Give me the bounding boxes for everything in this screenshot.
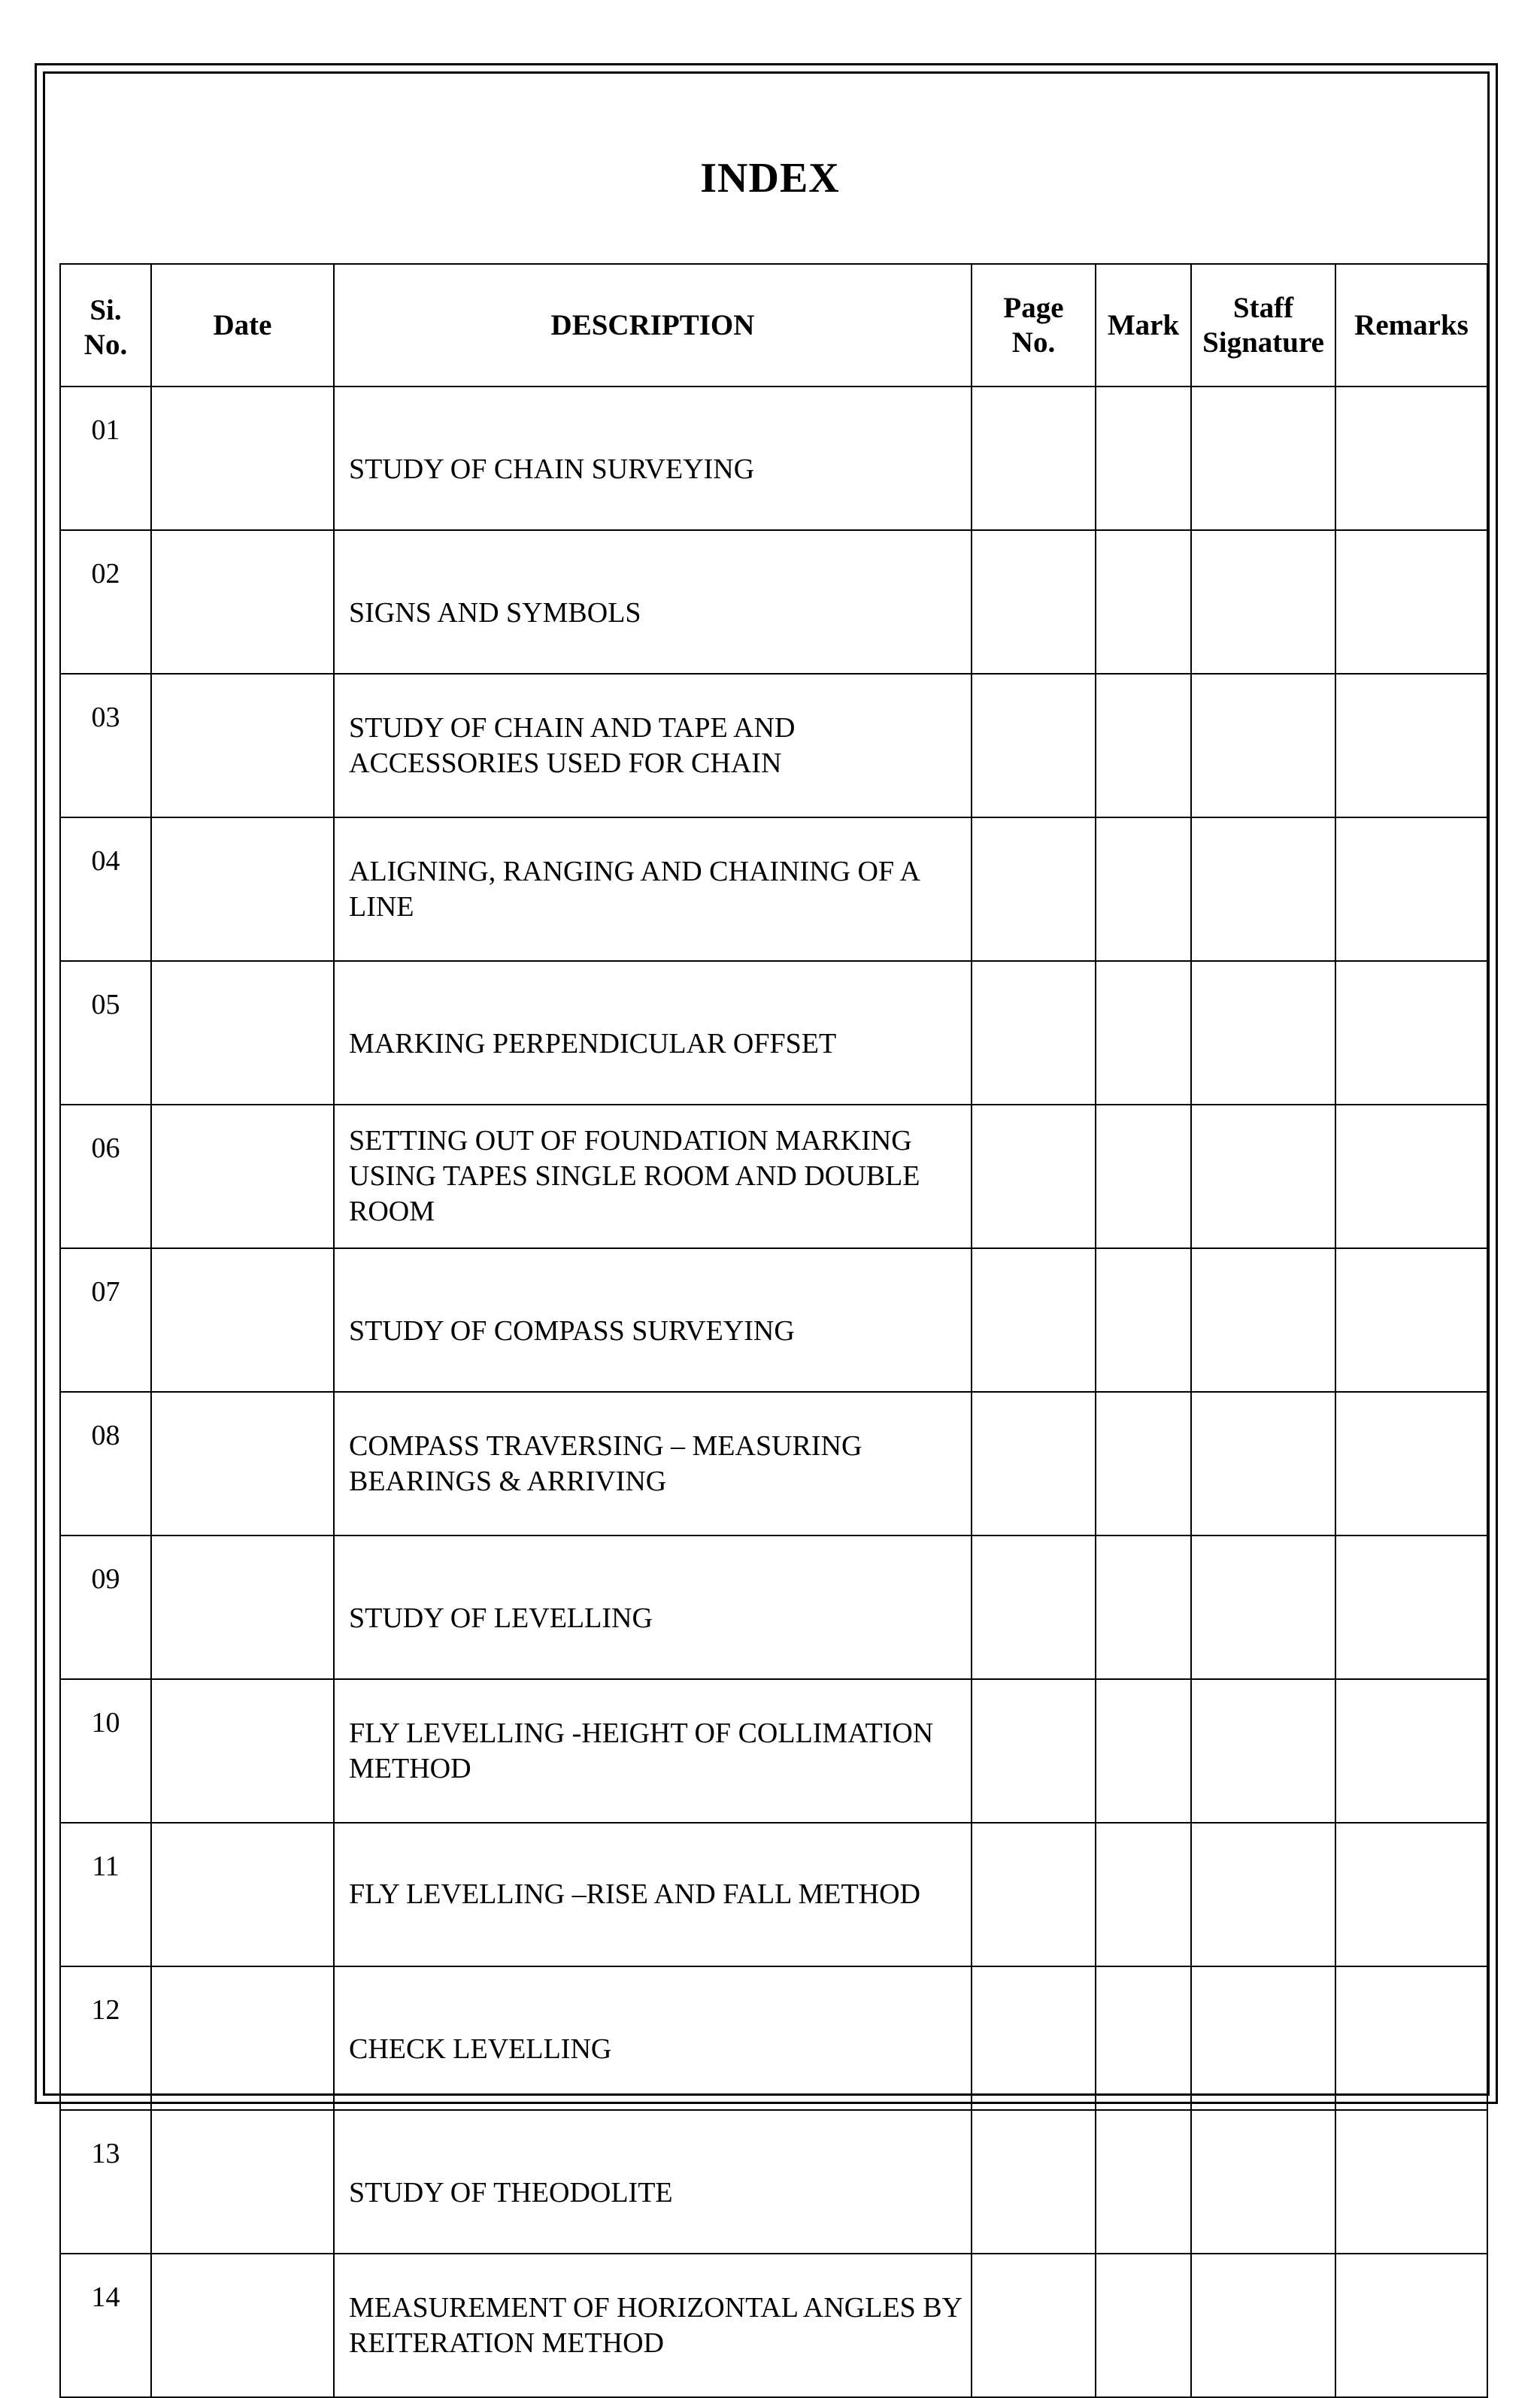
cell-mark: [1096, 1536, 1191, 1679]
cell-date: [151, 961, 334, 1105]
cell-sino: 03: [60, 674, 151, 817]
cell-remarks: [1335, 817, 1487, 961]
cell-sino: 04: [60, 817, 151, 961]
cell-remarks: [1335, 1679, 1487, 1823]
cell-remarks: [1335, 674, 1487, 817]
cell-mark: [1096, 1966, 1191, 2110]
table-row: [60, 1679, 1487, 1823]
table-row: [60, 961, 1487, 1105]
cell-page-no: [972, 1105, 1096, 1248]
description-text: STUDY OF CHAIN AND TAPE AND ACCESSORIES USED FOR CHAIN: [349, 711, 796, 779]
cell-mark: [1096, 2254, 1191, 2397]
cell-description: [334, 1536, 972, 1679]
cell-description: [334, 817, 972, 961]
cell-mark: [1096, 387, 1191, 530]
cell-sino: 07: [60, 1248, 151, 1392]
cell-sino: 05: [60, 961, 151, 1105]
description-text: STUDY OF THEODOLITE: [349, 2177, 673, 2209]
description-text: STUDY OF LEVELLING: [349, 1602, 653, 1634]
cell-remarks: [1335, 2110, 1487, 2254]
header-remarks: Remarks: [1335, 264, 1487, 387]
cell-sino: 06: [60, 1105, 151, 1248]
cell-page-no: [972, 2110, 1096, 2254]
cell-staff-signature: [1191, 1248, 1335, 1392]
table-row: [60, 387, 1487, 530]
cell-staff-signature: [1191, 1536, 1335, 1679]
table-row: [60, 530, 1487, 674]
cell-date: [151, 1392, 334, 1536]
cell-remarks: [1335, 1105, 1487, 1248]
cell-sino: 01: [60, 387, 151, 530]
cell-mark: [1096, 2110, 1191, 2254]
cell-staff-signature: [1191, 387, 1335, 530]
cell-description: [334, 2254, 972, 2397]
cell-page-no: [972, 817, 1096, 961]
cell-mark: [1096, 1392, 1191, 1536]
cell-date: [151, 2254, 334, 2397]
cell-description: [334, 1679, 972, 1823]
cell-remarks: [1335, 961, 1487, 1105]
cell-date: [151, 1823, 334, 1966]
cell-sino: 02: [60, 530, 151, 674]
cell-remarks: [1335, 1248, 1487, 1392]
cell-staff-signature: [1191, 674, 1335, 817]
cell-description: [334, 1966, 972, 2110]
table-header-row: [60, 264, 1487, 387]
header-mark: Mark: [1096, 264, 1191, 387]
cell-description: [334, 530, 972, 674]
cell-date: [151, 1536, 334, 1679]
description-text: SETTING OUT OF FOUNDATION MARKING USING TAPES SINGLE ROOM AND DOUBLE ROOM: [349, 1125, 920, 1227]
cell-remarks: [1335, 1823, 1487, 1966]
cell-description: [334, 1105, 972, 1248]
cell-remarks: [1335, 530, 1487, 674]
cell-page-no: [972, 1966, 1096, 2110]
table-row: [60, 2110, 1487, 2254]
cell-staff-signature: [1191, 1105, 1335, 1248]
cell-page-no: [972, 2254, 1096, 2397]
cell-date: [151, 1105, 334, 1248]
cell-mark: [1096, 674, 1191, 817]
description-text: SIGNS AND SYMBOLS: [349, 597, 641, 629]
cell-date: [151, 530, 334, 674]
cell-sino: 11: [60, 1823, 151, 1966]
cell-remarks: [1335, 1536, 1487, 1679]
description-text: FLY LEVELLING –RISE AND FALL METHOD: [349, 1878, 920, 1910]
cell-page-no: [972, 1536, 1096, 1679]
header-description: DESCRIPTION: [334, 264, 972, 387]
table-row: [60, 1105, 1487, 1248]
cell-page-no: [972, 387, 1096, 530]
table-row: [60, 1536, 1487, 1679]
cell-staff-signature: [1191, 1392, 1335, 1536]
cell-mark: [1096, 1679, 1191, 1823]
cell-description: [334, 1823, 972, 1966]
description-text: MEASUREMENT OF HORIZONTAL ANGLES BY REITERATION METHOD: [349, 2291, 962, 2359]
table-row: [60, 1966, 1487, 2110]
header-sino: Si. No.: [60, 264, 151, 387]
cell-page-no: [972, 1679, 1096, 1823]
index-table: [59, 263, 1488, 2398]
cell-sino: 12: [60, 1966, 151, 2110]
cell-description: [334, 2110, 972, 2254]
cell-page-no: [972, 961, 1096, 1105]
cell-description: [334, 1248, 972, 1392]
cell-staff-signature: [1191, 1823, 1335, 1966]
table-row: [60, 1823, 1487, 1966]
cell-date: [151, 1966, 334, 2110]
cell-staff-signature: [1191, 2110, 1335, 2254]
cell-mark: [1096, 961, 1191, 1105]
cell-page-no: [972, 674, 1096, 817]
table-row: [60, 674, 1487, 817]
description-text: ALIGNING, RANGING AND CHAINING OF A LINE: [349, 855, 919, 923]
cell-staff-signature: [1191, 530, 1335, 674]
cell-page-no: [972, 1248, 1096, 1392]
description-text: STUDY OF COMPASS SURVEYING: [349, 1315, 795, 1347]
cell-mark: [1096, 1248, 1191, 1392]
cell-description: [334, 961, 972, 1105]
cell-page-no: [972, 1392, 1096, 1536]
cell-staff-signature: [1191, 817, 1335, 961]
cell-mark: [1096, 1105, 1191, 1248]
table-row: [60, 1248, 1487, 1392]
cell-remarks: [1335, 2254, 1487, 2397]
cell-staff-signature: [1191, 1679, 1335, 1823]
cell-sino: 10: [60, 1679, 151, 1823]
cell-date: [151, 387, 334, 530]
header-page-no: Page No.: [972, 264, 1096, 387]
cell-date: [151, 674, 334, 817]
description-text: STUDY OF CHAIN SURVEYING: [349, 453, 755, 485]
table-row: [60, 1392, 1487, 1536]
cell-mark: [1096, 1823, 1191, 1966]
header-staff-signature: Staff Signature: [1191, 264, 1335, 387]
cell-page-no: [972, 1823, 1096, 1966]
page-title: INDEX: [700, 155, 840, 202]
cell-date: [151, 1248, 334, 1392]
cell-mark: [1096, 817, 1191, 961]
cell-date: [151, 1679, 334, 1823]
cell-mark: [1096, 530, 1191, 674]
cell-remarks: [1335, 1966, 1487, 2110]
description-text: MARKING PERPENDICULAR OFFSET: [349, 1028, 837, 1060]
cell-sino: 08: [60, 1392, 151, 1536]
cell-date: [151, 2110, 334, 2254]
cell-remarks: [1335, 387, 1487, 530]
cell-description: [334, 1392, 972, 1536]
cell-sino: 09: [60, 1536, 151, 1679]
cell-date: [151, 817, 334, 961]
table-row: [60, 817, 1487, 961]
description-text: CHECK LEVELLING: [349, 2033, 612, 2065]
cell-staff-signature: [1191, 2254, 1335, 2397]
header-date: Date: [151, 264, 334, 387]
cell-description: [334, 674, 972, 817]
description-text: FLY LEVELLING -HEIGHT OF COLLIMATION METHOD: [349, 1717, 934, 1784]
cell-staff-signature: [1191, 961, 1335, 1105]
cell-remarks: [1335, 1392, 1487, 1536]
cell-description: [334, 387, 972, 530]
description-text: COMPASS TRAVERSING – MEASURING BEARINGS & ARRIVING: [349, 1429, 862, 1497]
cell-sino: 14: [60, 2254, 151, 2397]
cell-sino: 13: [60, 2110, 151, 2254]
cell-staff-signature: [1191, 1966, 1335, 2110]
table-row: [60, 2254, 1487, 2397]
cell-page-no: [972, 530, 1096, 674]
